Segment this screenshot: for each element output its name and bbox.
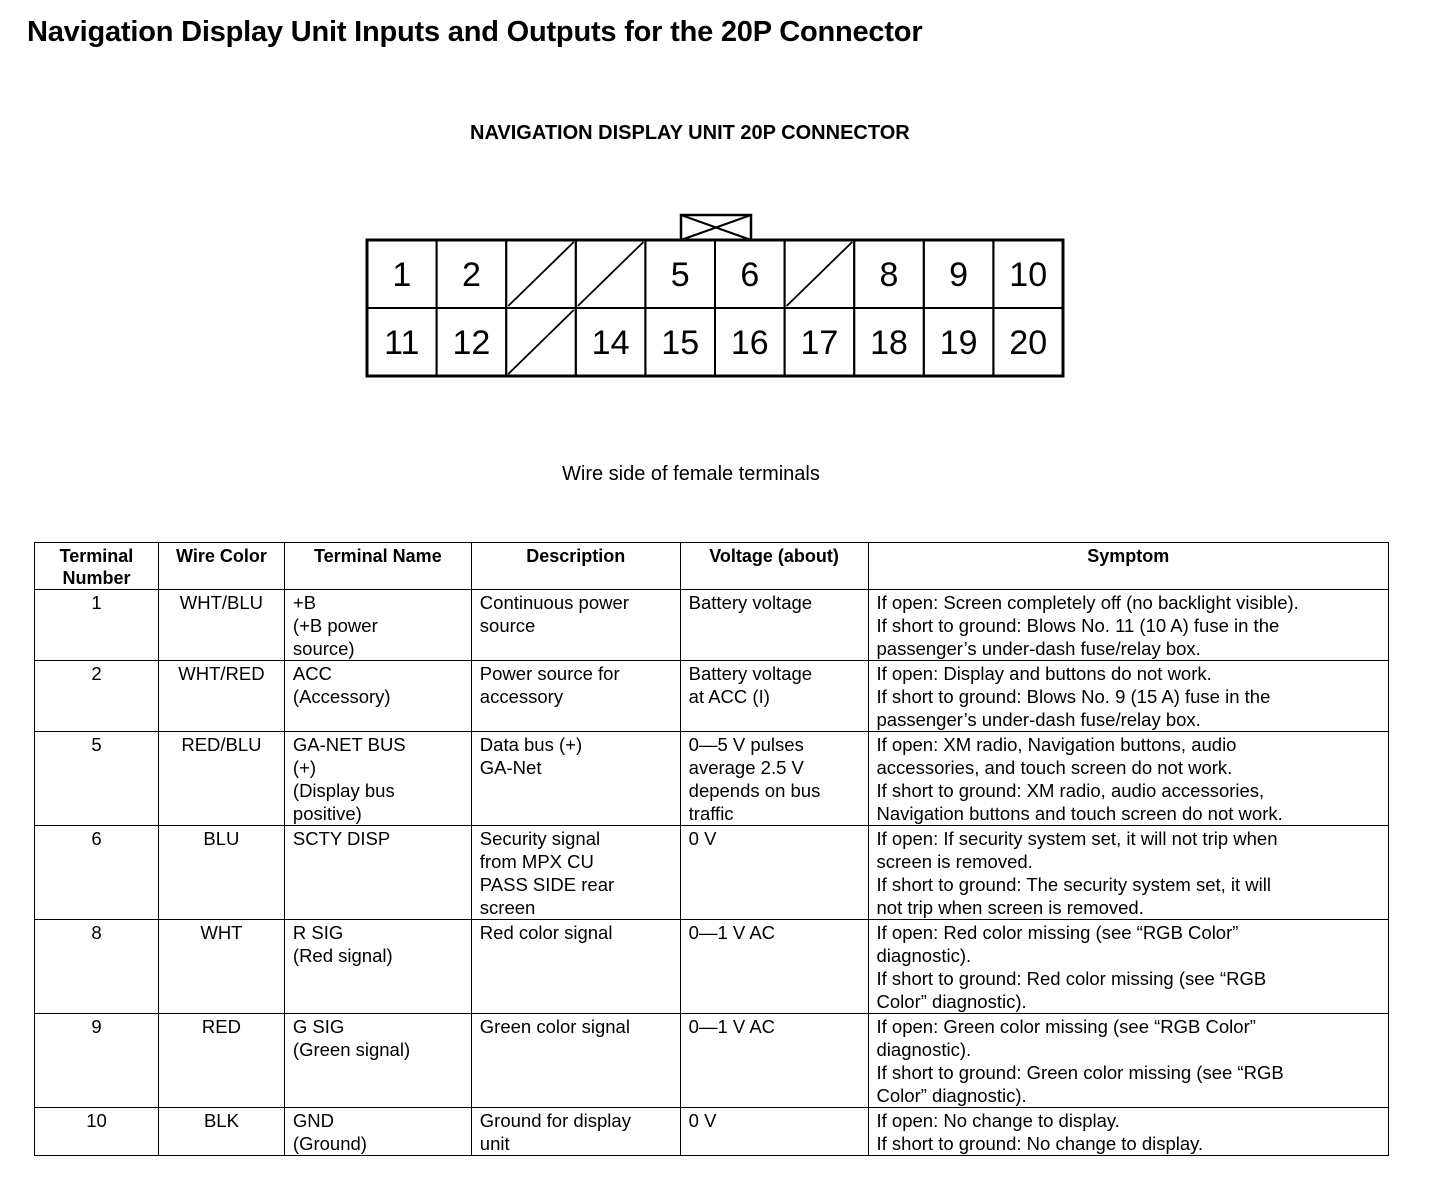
connector-diagram <box>355 210 1075 386</box>
description-cell: Data bus (+) GA-Net <box>471 732 680 826</box>
table-row <box>35 661 1389 732</box>
connector-empty-cavity <box>785 240 855 308</box>
svg-text:10: 10 <box>1009 256 1048 294</box>
voltage-cell: 0—1 V AC <box>680 1014 868 1108</box>
voltage-cell: 0—1 V AC <box>680 920 868 1014</box>
voltage-cell: 0—5 V pulses average 2.5 V depends on bus traffic <box>680 732 868 826</box>
connector-terminal <box>367 308 437 376</box>
svg-text:1: 1 <box>392 256 412 294</box>
terminal-name-cell: SCTY DISP <box>284 826 471 920</box>
svg-text:9: 9 <box>949 256 969 294</box>
connector-terminal <box>924 240 994 308</box>
svg-text:19: 19 <box>939 324 978 362</box>
connector-terminal <box>854 240 924 308</box>
header-symptom: Symptom <box>868 543 1388 590</box>
connector-latch <box>681 215 751 240</box>
wire-color-cell: RED <box>158 1014 284 1108</box>
table-row <box>35 732 1389 826</box>
svg-text:15: 15 <box>661 324 700 362</box>
connector-terminal <box>576 308 646 376</box>
symptom-cell: If open: XM radio, Navigation buttons, audio accessories, and touch screen do not work. If short to ground: XM radio, audio accessories, Navigation buttons and touch screen do not work. <box>868 732 1388 826</box>
wire-color-cell: WHT <box>158 920 284 1014</box>
connector-terminal <box>715 308 785 376</box>
svg-text:16: 16 <box>730 324 769 362</box>
terminal-number-cell: 1 <box>35 590 159 661</box>
description-cell: Continuous power source <box>471 590 680 661</box>
connector-terminal <box>367 240 437 308</box>
symptom-cell: If open: Green color missing (see “RGB Color” diagnostic). If short to ground: Green color missing (see “RGB Color” diagnostic). <box>868 1014 1388 1108</box>
voltage-cell: Battery voltage at ACC (I) <box>680 661 868 732</box>
header-terminal-name: Terminal Name <box>284 543 471 590</box>
terminal-number-cell: 9 <box>35 1014 159 1108</box>
table-header-row <box>35 543 1389 590</box>
connector-empty-cavity <box>576 240 646 308</box>
description-cell: Green color signal <box>471 1014 680 1108</box>
svg-text:11: 11 <box>384 324 420 362</box>
table-row <box>35 920 1389 1014</box>
wire-color-cell: WHT/RED <box>158 661 284 732</box>
symptom-cell: If open: Screen completely off (no backlight visible). If short to ground: Blows No. 11 (10 A) fuse in the passenger’s under-dash fuse/relay box. <box>868 590 1388 661</box>
svg-text:2: 2 <box>461 256 481 294</box>
description-cell: Ground for display unit <box>471 1108 680 1156</box>
terminal-name-cell: R SIG (Red signal) <box>284 920 471 1014</box>
description-cell: Red color signal <box>471 920 680 1014</box>
terminal-name-cell: GND (Ground) <box>284 1108 471 1156</box>
header-terminal-number: Terminal Number <box>35 543 159 590</box>
connector-empty-cavity <box>506 240 576 308</box>
terminal-number-cell: 5 <box>35 732 159 826</box>
wire-color-cell: WHT/BLU <box>158 590 284 661</box>
wire-color-cell: RED/BLU <box>158 732 284 826</box>
description-cell: Power source for accessory <box>471 661 680 732</box>
connector-terminal <box>993 308 1063 376</box>
terminal-name-cell: GA-NET BUS (+) (Display bus positive) <box>284 732 471 826</box>
page-title: Navigation Display Unit Inputs and Outputs for the 20P Connector <box>27 16 923 48</box>
connector-terminal <box>993 240 1063 308</box>
header-wire-color: Wire Color <box>158 543 284 590</box>
table-row <box>35 1014 1389 1108</box>
svg-text:12: 12 <box>452 324 491 362</box>
connector-caption: Wire side of female terminals <box>562 463 820 485</box>
voltage-cell: 0 V <box>680 826 868 920</box>
svg-text:17: 17 <box>800 324 839 362</box>
svg-text:6: 6 <box>740 256 760 294</box>
wire-color-cell: BLK <box>158 1108 284 1156</box>
terminal-name-cell: G SIG (Green signal) <box>284 1014 471 1108</box>
description-cell: Security signal from MPX CU PASS SIDE rear screen <box>471 826 680 920</box>
wire-color-cell: BLU <box>158 826 284 920</box>
svg-text:20: 20 <box>1009 324 1048 362</box>
symptom-cell: If open: No change to display. If short to ground: No change to display. <box>868 1108 1388 1156</box>
voltage-cell: Battery voltage <box>680 590 868 661</box>
connector-terminal <box>785 308 855 376</box>
symptom-cell: If open: Red color missing (see “RGB Color” diagnostic). If short to ground: Red color missing (see “RGB Color” diagnostic). <box>868 920 1388 1014</box>
connector-empty-cavity <box>506 308 576 376</box>
table-row <box>35 826 1389 920</box>
connector-terminal <box>924 308 994 376</box>
voltage-cell: 0 V <box>680 1108 868 1156</box>
terminal-number-cell: 6 <box>35 826 159 920</box>
terminal-name-cell: +B (+B power source) <box>284 590 471 661</box>
terminal-number-cell: 10 <box>35 1108 159 1156</box>
header-description: Description <box>471 543 680 590</box>
svg-text:18: 18 <box>870 324 908 362</box>
terminal-number-cell: 2 <box>35 661 159 732</box>
connector-title: NAVIGATION DISPLAY UNIT 20P CONNECTOR <box>470 122 910 144</box>
connector-terminal <box>715 240 785 308</box>
connector-terminal <box>437 240 507 308</box>
terminal-name-cell: ACC (Accessory) <box>284 661 471 732</box>
terminal-number-cell: 8 <box>35 920 159 1014</box>
terminal-table <box>34 542 1389 1156</box>
svg-text:14: 14 <box>591 324 630 362</box>
connector-terminal <box>645 308 715 376</box>
symptom-cell: If open: Display and buttons do not work. If short to ground: Blows No. 9 (15 A) fuse in the passenger’s under-dash fuse/relay box. <box>868 661 1388 732</box>
table-row <box>35 1108 1389 1156</box>
svg-text:8: 8 <box>879 256 899 294</box>
svg-text:5: 5 <box>670 256 690 294</box>
connector-terminal <box>645 240 715 308</box>
header-voltage: Voltage (about) <box>680 543 868 590</box>
symptom-cell: If open: If security system set, it will not trip when screen is removed. If short to ground: The security system set, it will not trip when screen is removed. <box>868 826 1388 920</box>
connector-terminal <box>854 308 924 376</box>
connector-terminal <box>437 308 507 376</box>
table-row <box>35 590 1389 661</box>
